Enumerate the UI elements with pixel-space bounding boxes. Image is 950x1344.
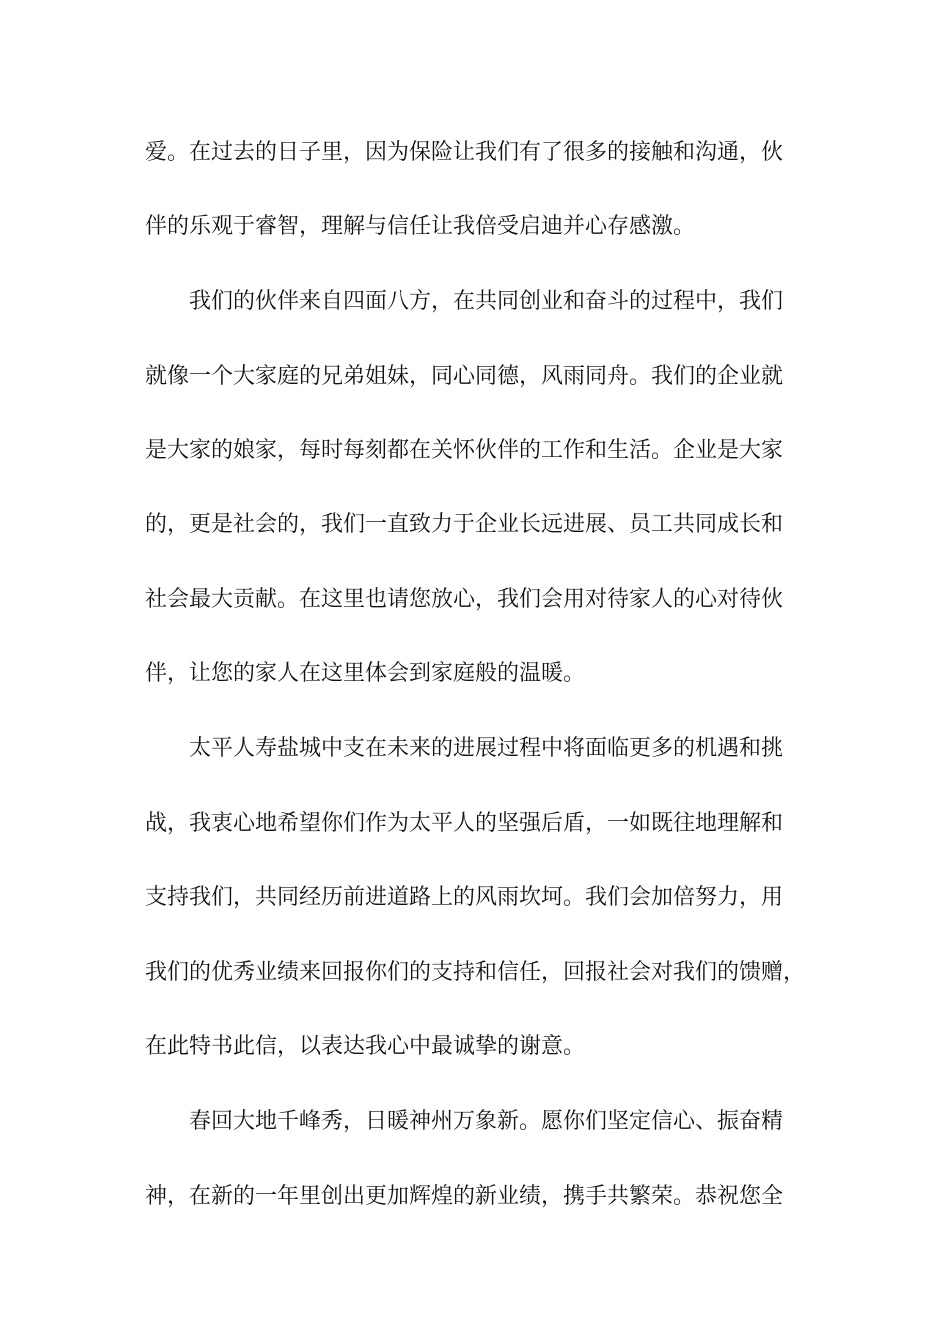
text-line: 战，我衷心地希望你们作为太平人的坚强后盾，一如既往地理解和	[145, 811, 784, 836]
text-line: 在此特书此信，以表达我心中最诚挚的谢意。	[145, 1034, 586, 1059]
paragraph-start-line: 春回大地千峰秀，日暖神州万象新。愿你们坚定信心、振奋精	[189, 1109, 784, 1134]
text-line: 爱。在过去的日子里，因为保险让我们有了很多的接触和沟通，伙	[145, 140, 784, 165]
text-line: 社会最大贡献。在这里也请您放心，我们会用对待家人的心对待伙	[145, 587, 784, 612]
text-line: 就像一个大家庭的兄弟姐妹，同心同德，风雨同舟。我们的企业就	[145, 364, 784, 389]
text-line: 的，更是社会的，我们一直致力于企业长远进展、员工共同成长和	[145, 512, 784, 537]
text-line: 我们的优秀业绩来回报你们的支持和信任，回报社会对我们的馈赠，	[145, 960, 806, 985]
text-line: 伴，让您的家人在这里体会到家庭般的温暖。	[145, 661, 586, 686]
text-line: 伴的乐观于睿智，理解与信任让我倍受启迪并心存感激。	[145, 214, 696, 239]
text-line: 神，在新的一年里创出更加辉煌的新业绩，携手共繁荣。恭祝您全	[145, 1184, 784, 1209]
text-line: 是大家的娘家，每时每刻都在关怀伙伴的工作和生活。企业是大家	[145, 438, 784, 463]
paragraph-start-line: 太平人寿盐城中支在未来的进展过程中将面临更多的机遇和挑	[189, 736, 784, 761]
paragraph-start-line: 我们的伙伴来自四面八方，在共同创业和奋斗的过程中，我们	[189, 289, 784, 314]
text-line: 支持我们，共同经历前进道路上的风雨坎坷。我们会加倍努力，用	[145, 885, 784, 910]
